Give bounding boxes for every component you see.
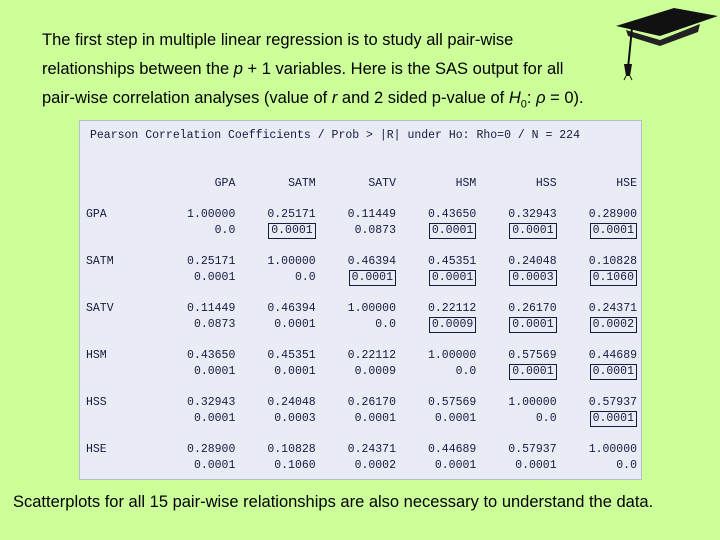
r-value-cell: 1.00000 [347,302,396,316]
r-value-cell: 0.43650 [427,208,477,222]
r-value-cell: 0.22112 [427,302,477,316]
p-value-cell [561,317,641,333]
p-value-cell [480,270,560,286]
r-value-cell: 0.26170 [508,302,557,316]
p-value-cell [159,270,239,286]
r-value-cell: 0.43650 [187,349,236,363]
spacer-row [86,192,641,208]
p-value-cell [480,411,560,427]
intro-line-3: pair-wise correlation analyses (value of r and 2 sided p-value of $H_0$: ρ = 0). [42,89,584,111]
boxed-p-value: 0.0001 [509,223,556,239]
p-value: 0.0002 [354,458,396,472]
footer-text: Scatterplots for all 15 pair-wise relationships are also necessary to understand the data. [13,493,654,511]
r-value-cell: 0.11449 [187,302,236,316]
p-value-cell [480,364,560,380]
p-value: 0.0003 [274,412,316,425]
r-value-cell: 1.00000 [427,349,477,363]
row-name: SATM [86,255,114,269]
boxed-p-value: 0.0001 [429,223,476,239]
r-value-cell: 1.00000 [187,208,236,222]
boxed-p-value: 0.0003 [509,270,556,286]
sas-correlation-output [79,120,642,480]
table-row-r [86,254,641,270]
r-value-cell: 0.32943 [187,396,236,410]
row-name-blank [86,364,159,380]
r-value-cell: 0.45351 [427,255,477,269]
r-value-cell: 0.57937 [508,443,557,457]
p-value-cell [320,364,400,380]
r-value-cell: 0.24371 [347,443,396,457]
table-row-p [86,223,641,239]
spacer-row [86,380,641,396]
r-value-cell: 0.45351 [267,349,316,363]
p-value-cell [159,223,239,239]
column-header: HSE [616,177,637,191]
p-value-cell [561,364,641,380]
r-value-cell: 0.57569 [508,349,557,363]
p-value: 0.0 [214,224,236,237]
r-value-cell: 0.22112 [347,349,396,363]
p-value-cell [480,317,560,333]
boxed-p-value: 0.0001 [590,411,637,427]
table-row-p [86,411,641,427]
r-value-cell: 0.28900 [187,443,236,457]
r-value-cell: 0.57569 [427,396,477,410]
p-value-cell [159,411,239,427]
p-value: 0.0009 [354,365,396,378]
p-value: 0.0 [294,271,316,284]
p-value-cell [561,270,641,286]
r-value-cell: 0.57937 [588,396,637,410]
boxed-p-value: 0.0009 [429,317,476,333]
p-value-cell [400,364,480,380]
p-value-cell [239,364,319,380]
r-value-cell: 0.44689 [427,443,477,457]
row-name-blank [86,270,159,286]
p-value-cell [320,411,400,427]
p-value: 0.0001 [354,412,396,425]
p-value: 0.0 [616,458,637,472]
r-value-cell: 0.10828 [588,255,637,269]
spacer-row [86,333,641,349]
table-row-p [86,458,641,474]
intro-paragraph [42,26,662,119]
p-value: 0.0001 [434,458,477,472]
p-value-cell [480,458,560,474]
p-value-cell [239,270,319,286]
row-name: HSE [86,443,107,457]
table-header-row [86,176,641,192]
r-value-cell: 0.32943 [508,208,557,222]
p-value: 0.0873 [354,224,396,237]
row-name: SATV [86,302,114,316]
r-value-cell: 0.46394 [267,302,316,316]
r-value-cell: 0.44689 [588,349,637,363]
r-value-cell: 0.24048 [508,255,557,269]
column-header: HSM [455,177,477,191]
p-value-cell [400,317,480,333]
p-value: 0.0001 [434,412,477,425]
boxed-p-value: 0.0001 [509,364,556,380]
p-value-cell [159,458,239,474]
table-row-r [86,442,641,458]
correlation-table [86,176,641,473]
p-value: 0.0001 [193,458,236,472]
boxed-p-value: 0.1060 [590,270,637,286]
table-row-p [86,364,641,380]
p-value-cell [239,458,319,474]
r-value-cell: 0.26170 [347,396,396,410]
boxed-p-value: 0.0001 [268,223,315,239]
p-value-cell [159,364,239,380]
table-row-r [86,301,641,317]
boxed-p-value: 0.0001 [509,317,556,333]
p-value-cell [239,317,319,333]
boxed-p-value: 0.0001 [349,270,396,286]
p-value-cell [320,317,400,333]
sas-header: Pearson Correlation Coefficients / Prob > |R| under Ho: Rho=0 / N = 224 [90,129,580,142]
r-value-cell: 0.11449 [347,208,396,222]
p-value: 0.0001 [515,458,557,472]
p-value-cell [561,411,641,427]
row-name-blank [86,317,159,333]
p-value-cell [320,270,400,286]
boxed-p-value: 0.0001 [590,364,637,380]
r-value-cell: 0.25171 [267,208,316,222]
p-value-cell [400,458,480,474]
p-value: 0.0001 [193,271,236,284]
p-value-cell [320,223,400,239]
boxed-p-value: 0.0001 [590,223,637,239]
p-value-cell [239,411,319,427]
intro-line-2: relationships between the p + 1 variables. Here is the SAS output for all [42,60,564,78]
intro-line-1: The first step in multiple linear regression is to study all pair-wise [42,31,514,49]
table-row-p [86,270,641,286]
column-header: SATM [288,177,316,191]
p-value: 0.0 [375,318,396,331]
row-name: HSS [86,396,107,410]
r-value-cell: 1.00000 [588,443,637,457]
table-row-r [86,348,641,364]
r-value-cell: 0.24048 [267,396,316,410]
p-value: 0.0873 [193,318,236,331]
boxed-p-value: 0.0002 [590,317,637,333]
column-header: HSS [535,177,557,191]
row-name-blank [86,458,159,474]
row-name-blank [86,223,159,239]
p-value: 0.0001 [274,365,316,378]
r-value-cell: 0.10828 [267,443,316,457]
p-value-cell [561,458,641,474]
graduation-cap-icon [612,2,720,82]
table-row-p [86,317,641,333]
p-value: 0.0001 [274,318,316,331]
column-header: GPA [214,177,236,191]
r-value-cell: 0.46394 [347,255,396,269]
corner-cell [86,176,159,192]
row-name: HSM [86,349,107,363]
row-name-blank [86,411,159,427]
r-value-cell: 0.24371 [588,302,637,316]
p-value: 0.0001 [193,365,236,378]
p-value: 0.0 [535,412,557,425]
p-value-cell [561,223,641,239]
p-value-cell [320,458,400,474]
r-value-cell: 0.28900 [588,208,637,222]
row-name: GPA [86,208,107,222]
p-value-cell [400,270,480,286]
p-value-cell [239,223,319,239]
spacer-row [86,286,641,302]
p-value: 0.0 [455,365,477,378]
p-value-cell [159,317,239,333]
p-value: 0.0001 [193,412,236,425]
spacer-row [86,239,641,255]
table-row-r [86,395,641,411]
table-row-r [86,207,641,223]
r-value-cell: 0.25171 [187,255,236,269]
r-value-cell: 1.00000 [267,255,316,269]
p-value-cell [400,223,480,239]
p-value: 0.1060 [274,458,316,472]
r-value-cell: 1.00000 [508,396,557,410]
boxed-p-value: 0.0001 [429,270,476,286]
p-value-cell [480,223,560,239]
column-header: SATV [368,177,396,191]
p-value-cell [400,411,480,427]
spacer-row [86,427,641,443]
